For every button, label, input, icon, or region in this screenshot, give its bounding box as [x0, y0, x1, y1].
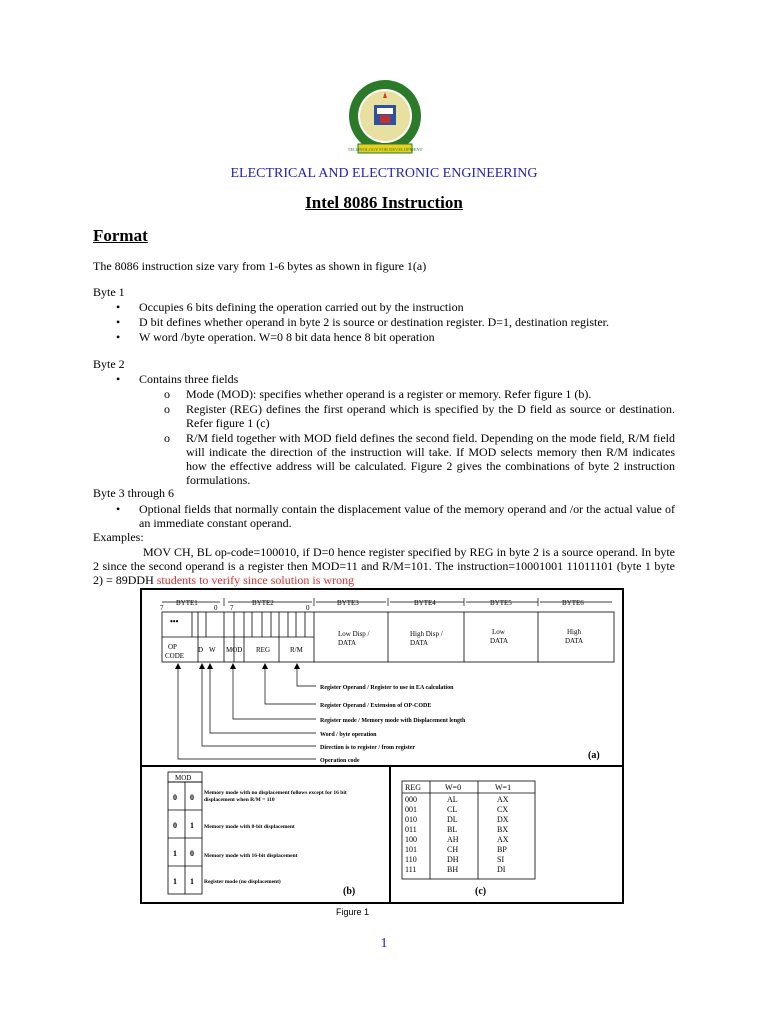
reg-code: 110 — [405, 855, 417, 864]
field-mod: MOD — [226, 646, 243, 654]
opcode-bits-dots: ••• — [170, 617, 179, 626]
data-cell: Low Disp / — [338, 630, 370, 638]
bit-index: 0 — [306, 604, 310, 612]
reg-header: REG — [405, 783, 421, 792]
bit-index: 7 — [160, 604, 164, 612]
byte1-bullet-2: D bit defines whether operand in byte 2 is source or destination register. D=1, destination register. — [139, 315, 609, 329]
mod-description: Memory mode with no displacement follows except for 16 bit — [204, 790, 347, 796]
reg-header: W=1 — [495, 783, 512, 792]
byte2-sub-3: R/M field together with MOD field defines the second field. Depending on the mode field, R/M field will indicate the direction of the instruction will take. If MOD selects memory then R/M indicates how the effective address will be calculated. Figure 2 gives the combinations of byte 2 instruction formulations. — [186, 431, 675, 487]
logo-motto: TECHNOLOGY FOR DEVELOPMENT — [347, 147, 423, 152]
university-logo — [340, 78, 430, 158]
example-text: MOV CH, BL op-code=100010, if D=0 hence register specified by REG in byte 2 is a source operand. In byte 2 since the second operand is a register then MOD=11 and R/M=101. The instruction=10001001 11011101 (byte 1 byte 2) = 89DDH students to verify since solution is wrong — [93, 545, 675, 587]
field-d: D — [198, 646, 204, 654]
byte-label: BYTE5 — [490, 599, 512, 607]
annotation-pointers — [178, 666, 316, 759]
reg-register: AH — [447, 835, 459, 844]
reg-register: CL — [447, 805, 458, 814]
intro-text: The 8086 instruction size vary from 1-6 bytes as shown in figure 1(a) — [93, 259, 427, 273]
byte2-label: Byte 2 — [93, 357, 125, 371]
byte-label: BYTE3 — [337, 599, 359, 607]
byte-label: BYTE1 — [176, 599, 198, 607]
data-cell: DATA — [565, 637, 584, 645]
figure-caption: Figure 1 — [336, 907, 370, 917]
byte1-bullet-1: Occupies 6 bits defining the operation carried out by the instruction — [139, 300, 464, 314]
data-cell: DATA — [490, 637, 509, 645]
reg-code: 111 — [405, 865, 417, 874]
field-rm: R/M — [290, 646, 303, 654]
reg-code: 001 — [405, 805, 417, 814]
data-cell: Low — [492, 628, 505, 636]
bullet-circle-icon: o — [164, 402, 170, 416]
field-w: W — [209, 646, 216, 654]
section-heading: Format — [93, 226, 148, 245]
reg-register: BL — [447, 825, 458, 834]
annotation-label: Register Operand / Register to use in EA calculation — [320, 685, 454, 691]
reg-register: BP — [497, 845, 507, 854]
reg-register: SI — [497, 855, 505, 864]
byte3-label: Byte 3 through 6 — [93, 486, 174, 500]
reg-code: 011 — [405, 825, 417, 834]
reg-register: CH — [447, 845, 459, 854]
reg-code: 010 — [405, 815, 417, 824]
example-note: students to verify since solution is wrong — [156, 573, 355, 587]
data-cell: High Disp / — [410, 630, 443, 638]
reg-register: BH — [447, 865, 459, 874]
data-cell: High — [567, 628, 581, 636]
reg-register: CX — [497, 805, 509, 814]
mod-bit: 0 — [173, 821, 177, 830]
mod-description: Memory mode with 16-bit displacement — [204, 853, 298, 859]
bullet-dot-icon: • — [116, 300, 121, 314]
figure-label-c: (c) — [475, 886, 487, 897]
figure-label-a: (a) — [588, 750, 600, 761]
mod-bit: 1 — [173, 877, 177, 886]
bullet-dot-icon: • — [116, 330, 121, 344]
field-opcode: CODE — [165, 652, 185, 660]
mod-bit: 1 — [190, 821, 194, 830]
reg-register: AX — [497, 835, 509, 844]
mod-bit: 0 — [173, 793, 177, 802]
byte2-sub-1: Mode (MOD): specifies whether operand is a register or memory. Refer figure 1 (b). — [186, 387, 592, 401]
mod-description: displacement when R/M = 110 — [204, 797, 275, 803]
field-grid — [162, 612, 614, 662]
bullet-circle-icon: o — [164, 387, 170, 401]
data-cell: DATA — [338, 639, 357, 647]
bullet-circle-icon: o — [164, 431, 170, 445]
reg-register: DH — [447, 855, 459, 864]
annotation-label: Direction is to register / from register — [320, 745, 416, 751]
mod-bit: 1 — [173, 849, 177, 858]
annotation-label: Register Operand / Extension of OP-CODE — [320, 703, 432, 709]
bullet-dot-icon: • — [116, 315, 121, 329]
byte-label: BYTE2 — [252, 599, 274, 607]
reg-register: AL — [447, 795, 458, 804]
examples-label: Examples: — [93, 530, 144, 544]
instruction-format-figure — [140, 588, 624, 904]
reg-register: AX — [497, 795, 509, 804]
mod-bit: 1 — [190, 877, 194, 886]
byte-label: BYTE4 — [414, 599, 436, 607]
mod-header: MOD — [175, 774, 192, 782]
reg-code: 100 — [405, 835, 417, 844]
byte-label: BYTE6 — [562, 599, 584, 607]
reg-table-grid — [402, 781, 535, 879]
mod-description: Memory mode with 8-bit displacement — [204, 824, 295, 830]
reg-code: 101 — [405, 845, 417, 854]
mod-bit: 0 — [190, 793, 194, 802]
byte2-bullet: Contains three fields — [139, 372, 239, 386]
department-title: ELECTRICAL AND ELECTRONIC ENGINEERING — [230, 166, 538, 181]
mod-table-grid — [168, 772, 202, 894]
field-reg: REG — [256, 646, 270, 654]
byte1-bullet-3: W word /byte operation. W=0 8 bit data hence 8 bit operation — [139, 330, 435, 344]
byte1-label: Byte 1 — [93, 285, 125, 299]
document-title: Intel 8086 Instruction — [305, 193, 463, 212]
data-cell: DATA — [410, 639, 429, 647]
field-opcode: OP — [168, 643, 177, 651]
reg-register: DX — [497, 815, 509, 824]
bullet-dot-icon: • — [116, 502, 121, 516]
pointer-arrowheads — [175, 663, 300, 669]
byte3-bullet: Optional fields that normally contain the displacement value of the memory operand and /or the actual value of an immediate constant operand. — [139, 502, 675, 530]
page-number: 1 — [380, 936, 388, 951]
bullet-dot-icon: • — [116, 372, 121, 386]
bit-index: 0 — [214, 604, 218, 612]
reg-header: W=0 — [445, 783, 462, 792]
annotation-label: Word / byte operation — [320, 732, 377, 738]
reg-register: BX — [497, 825, 509, 834]
mod-description: Register mode (no displacement) — [204, 879, 281, 885]
reg-code: 000 — [405, 795, 417, 804]
figure-label-b: (b) — [343, 886, 356, 897]
byte2-sub-2: Register (REG) defines the first operand which is specified by the D field as source or destination. Refer figure 1 (c) — [186, 402, 675, 430]
reg-register: DL — [447, 815, 458, 824]
bit-index: 7 — [230, 604, 234, 612]
mod-bit: 0 — [190, 849, 194, 858]
byte-header-row — [160, 599, 584, 612]
annotation-label: Register mode / Memory mode with Displacement length — [320, 718, 466, 724]
reg-register: DI — [497, 865, 506, 874]
annotation-label: Operation code — [320, 758, 360, 764]
